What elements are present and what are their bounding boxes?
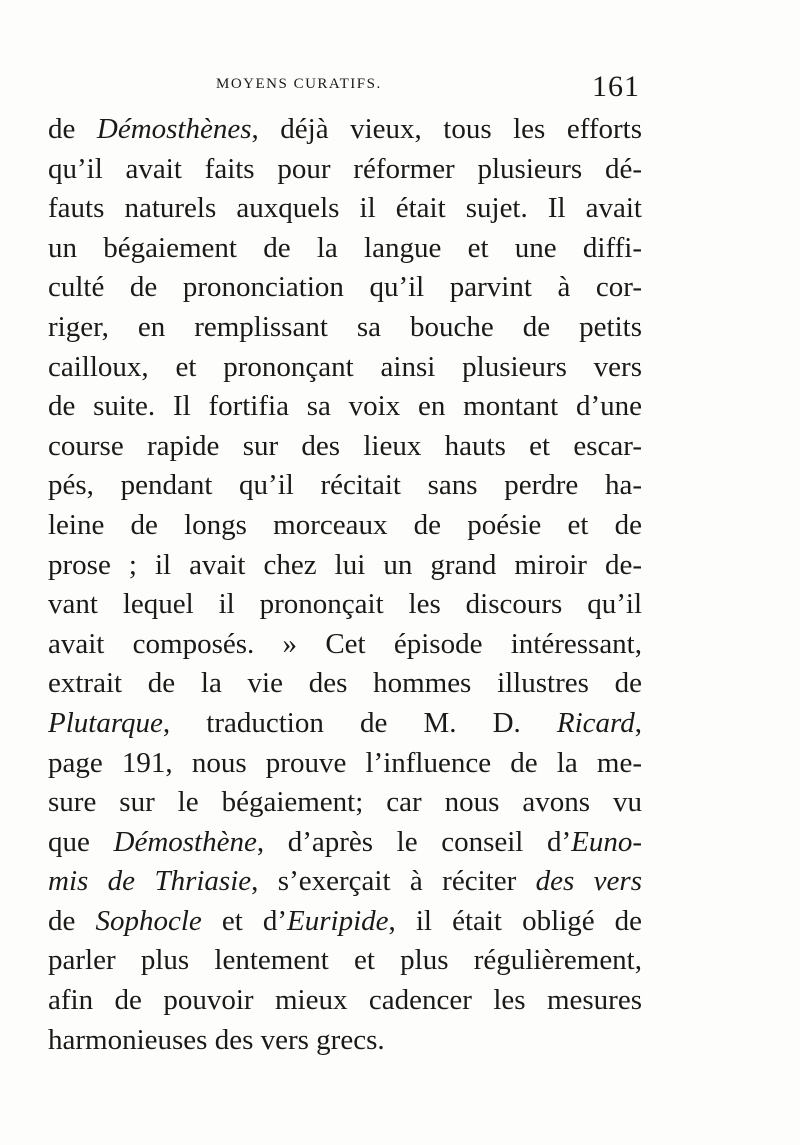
text-line bbox=[48, 348, 642, 388]
text-line bbox=[48, 229, 642, 269]
text-segment: leine de longs morceaux de poésie et de bbox=[48, 508, 642, 541]
italic-text: mis de Thriasie bbox=[48, 865, 252, 898]
text-segment: , traduction de M. D. bbox=[162, 706, 557, 739]
text-line bbox=[48, 664, 642, 704]
running-title: MOYENS CURATIFS. bbox=[216, 76, 382, 92]
text-segment: parler plus lentement et plus régulièrement, bbox=[48, 944, 642, 977]
text-segment: qu’il avait faits pour réformer plusieurs dé- bbox=[48, 152, 642, 185]
text-segment: riger, en remplissant sa bouche de petits bbox=[48, 310, 642, 343]
text-segment: , d’après le conseil d’ bbox=[256, 825, 572, 858]
text-line bbox=[48, 941, 642, 981]
text-line bbox=[48, 150, 642, 190]
text-segment: afin de pouvoir mieux cadencer les mesures bbox=[48, 984, 642, 1017]
text-segment: , il était obligé de bbox=[388, 904, 642, 937]
text-segment: de suite. Il fortifia sa voix en montant d’une bbox=[48, 390, 642, 423]
text-segment: sure sur le bégaiement; car nous avons vu bbox=[48, 786, 642, 819]
text-segment: de bbox=[48, 904, 96, 937]
text-line bbox=[48, 506, 642, 546]
text-segment: , s’exerçait à réciter bbox=[251, 865, 536, 898]
text-line bbox=[48, 268, 642, 308]
text-line bbox=[48, 783, 642, 823]
text-line bbox=[48, 110, 642, 150]
italic-text: Sophocle bbox=[95, 904, 202, 937]
text-line bbox=[48, 466, 642, 506]
text-segment: , déjà vieux, tous les efforts bbox=[251, 113, 642, 145]
text-line bbox=[48, 585, 642, 625]
text-line bbox=[48, 546, 642, 586]
text-segment: de bbox=[48, 113, 97, 145]
text-line bbox=[48, 823, 642, 863]
text-segment: culté de prononciation qu’il parvint à cor- bbox=[48, 271, 642, 304]
italic-text: des vers bbox=[535, 865, 642, 898]
text-line bbox=[48, 308, 642, 348]
running-head bbox=[0, 70, 800, 106]
italic-text: Démosthènes bbox=[96, 113, 252, 145]
text-segment: prose ; il avait chez lui un grand miroir de- bbox=[48, 548, 642, 581]
text-segment: avait composés. » Cet épisode intéressant, bbox=[48, 627, 642, 660]
text-line bbox=[48, 744, 642, 784]
italic-text: Euno- bbox=[571, 825, 642, 858]
text-segment: fauts naturels auxquels il était sujet. Il avait bbox=[48, 192, 642, 225]
text-line bbox=[48, 704, 642, 744]
text-segment: et d’ bbox=[201, 904, 288, 937]
text-segment: extrait de la vie des hommes illustres de bbox=[48, 667, 642, 700]
italic-text: Ricard bbox=[556, 706, 635, 739]
text-segment: que bbox=[48, 825, 114, 858]
body-text bbox=[48, 110, 642, 1060]
text-segment: cailloux, et prononçant ainsi plusieurs vers bbox=[48, 350, 642, 383]
text-line bbox=[48, 427, 642, 467]
text-line bbox=[48, 862, 642, 902]
text-line bbox=[48, 625, 642, 665]
text-segment: page 191, nous prouve l’influence de la me- bbox=[48, 746, 642, 779]
text-segment: vant lequel il prononçait les discours qu’il bbox=[48, 588, 642, 621]
text-line bbox=[48, 189, 642, 229]
text-segment: course rapide sur des lieux hauts et escar- bbox=[48, 429, 642, 462]
text-line bbox=[48, 1021, 642, 1061]
italic-text: Plutarque bbox=[48, 706, 163, 739]
text-segment: , bbox=[634, 706, 642, 739]
text-segment: pés, pendant qu’il récitait sans perdre ha- bbox=[48, 469, 642, 502]
text-line bbox=[48, 981, 642, 1021]
text-segment: un bégaiement de la langue et une diffi- bbox=[48, 231, 642, 264]
text-line bbox=[48, 902, 642, 942]
italic-text: Démosthène bbox=[113, 825, 257, 858]
page-number: 161 bbox=[592, 70, 640, 103]
text-segment: harmonieuses des vers grecs. bbox=[48, 1023, 385, 1056]
italic-text: Euripide bbox=[287, 904, 389, 937]
text-line bbox=[48, 387, 642, 427]
